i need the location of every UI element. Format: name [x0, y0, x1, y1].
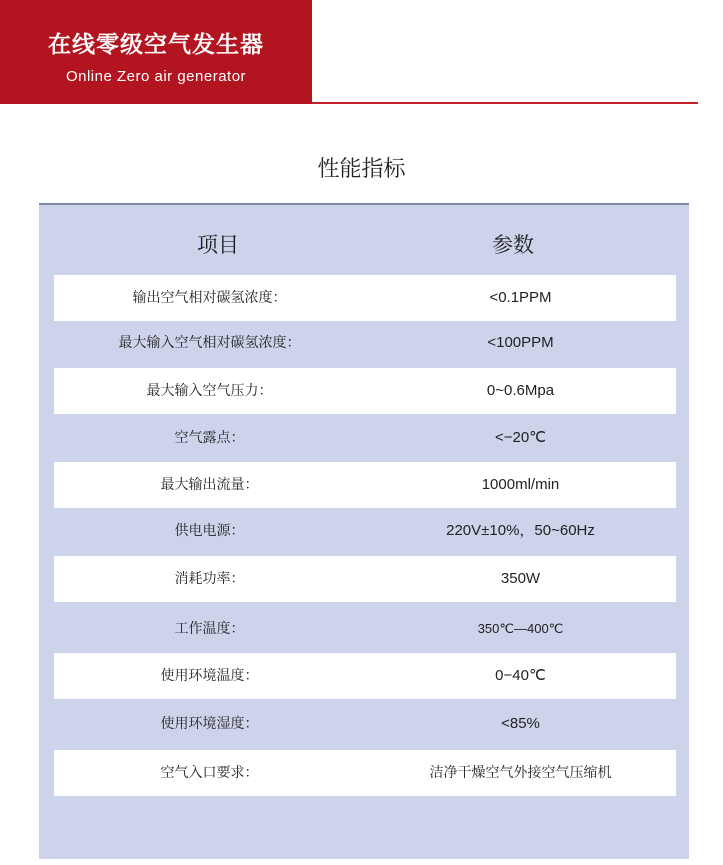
header-divider — [312, 102, 698, 104]
row-label: 供电电源： — [174, 523, 245, 539]
row-label: 最大输入空气相对碳氢浓度： — [118, 335, 301, 351]
column-header-item: 项目 — [197, 233, 239, 257]
section-title: 性能指标 — [317, 157, 406, 182]
table-row — [54, 701, 676, 747]
row-value: <−20℃ — [494, 429, 547, 446]
row-value: 1000ml/min — [481, 476, 560, 493]
spec-table — [39, 203, 689, 859]
row-value: <100PPM — [487, 334, 554, 351]
table-row — [54, 368, 676, 414]
table-row — [54, 556, 676, 602]
row-label: 空气入口要求： — [160, 765, 259, 781]
row-label: 输出空气相对碳氢浓度： — [132, 290, 287, 306]
table-row — [54, 462, 676, 508]
table-row — [54, 653, 676, 699]
row-label: 消耗功率： — [174, 571, 245, 587]
title-banner — [0, 0, 312, 104]
row-label: 使用环境湿度： — [160, 716, 259, 732]
row-value: 350W — [500, 570, 541, 587]
row-label: 空气露点： — [174, 430, 245, 446]
table-row — [54, 606, 676, 652]
table-row — [54, 508, 676, 554]
row-label: 工作温度： — [174, 621, 245, 637]
column-header-param: 参数 — [492, 233, 534, 257]
row-value: 0~0.6Mpa — [486, 382, 555, 399]
row-value: 洁净干燥空气外接空气压缩机 — [429, 765, 612, 781]
table-row — [54, 415, 676, 461]
row-value: <85% — [501, 715, 540, 732]
row-label: 使用环境温度： — [160, 668, 259, 684]
table-row — [54, 320, 676, 366]
row-label: 最大输入空气压力： — [146, 383, 273, 399]
row-value: <0.1PPM — [489, 289, 552, 306]
table-row — [54, 275, 676, 321]
row-value: 0−40℃ — [495, 667, 546, 684]
row-value: 220V±10%，50~60Hz — [446, 522, 595, 539]
banner-title-en: Online Zero air generator — [65, 68, 247, 85]
row-label: 最大输出流量： — [160, 477, 259, 493]
table-row — [54, 750, 676, 796]
banner-title-cn: 在线零级空气发生器 — [48, 32, 264, 58]
row-value: 350℃—400℃ — [477, 621, 564, 636]
